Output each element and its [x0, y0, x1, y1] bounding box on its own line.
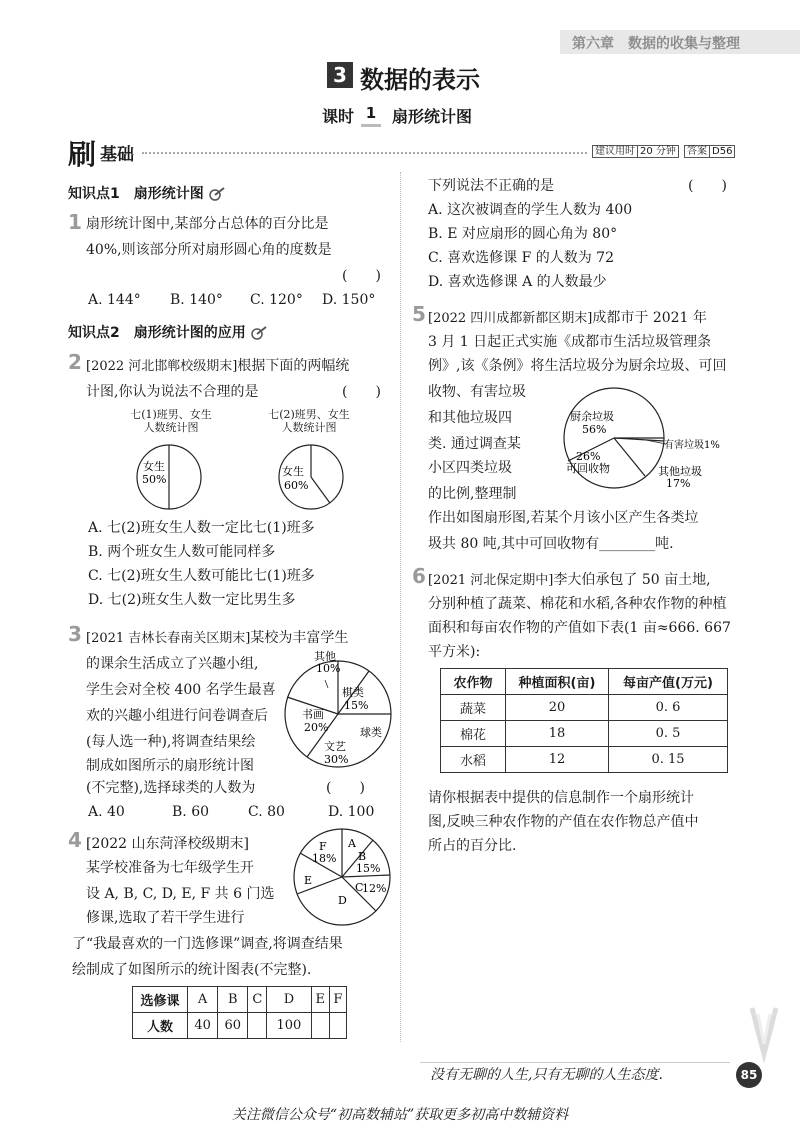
table-cell: 0. 6 — [609, 695, 728, 721]
q4-pie-f: F — [319, 840, 327, 853]
q5-line5: 和其他垃圾四 — [428, 410, 512, 426]
q3-pie-chess: 棋类 — [342, 686, 364, 699]
question-number-4: 4 — [68, 828, 82, 852]
section-label: 基础 — [100, 145, 134, 165]
question-number-2: 2 — [68, 350, 82, 374]
q5-line3: 例》,该《条例》将生活垃圾分为厨余垃圾、可回 — [428, 358, 727, 374]
table-header-cell: B — [218, 987, 248, 1013]
q2-line1-text: 根据下面的两幅统 — [237, 358, 350, 374]
q3-source: [2021 吉林长春南关区期末] — [86, 631, 251, 646]
q5-line1: [2022 四川成都新都区期末]成都市于 2021 年 — [428, 310, 707, 326]
q1-option-c: C. 120° — [250, 292, 303, 308]
q5-line8: 的比例,整理制 — [428, 486, 517, 502]
q2-source: [2022 河北邯郸校级期末] — [86, 359, 238, 374]
q6-source: [2021 河北保定期中] — [428, 573, 554, 588]
chapter-title: 第六章 数据的收集与整理 — [572, 36, 740, 52]
pencil-icon — [251, 326, 267, 340]
q3-line3: 学生会对全校 400 名学生最喜 — [86, 682, 276, 698]
question-number-5: 5 — [412, 302, 426, 326]
q5-line9: 作出如图扇形图,若某个月该小区产生各类垃 — [428, 510, 699, 526]
q5-line7: 小区四类垃圾 — [428, 460, 512, 476]
q2-pie1-label: 女生 — [143, 460, 165, 473]
q2-chart2-title: 七(2)班男、女生 人数统计图 — [268, 408, 350, 434]
q4-line4: 修课,选取了若干学生进行 — [86, 910, 245, 926]
q4-line3: 设 A, B, C, D, E, F 共 6 门选 — [86, 886, 275, 902]
q6-after-line3: 所占的百分比. — [428, 838, 517, 854]
table-header-cell: F — [329, 987, 346, 1013]
question-number-3: 3 — [68, 622, 82, 646]
q3-line7: (不完整),选择球类的人数为 — [86, 780, 256, 796]
q3-pie-lit-pct: 30% — [324, 753, 349, 766]
q2-pie1-pct: 50% — [142, 473, 167, 486]
q4-pie-f-pct: 18% — [312, 852, 337, 865]
q4-cont: 下列说法不正确的是 — [428, 178, 554, 194]
table-cell: 棉花 — [441, 721, 506, 747]
table-cell: 0. 5 — [609, 721, 728, 747]
answer-label: 答案 — [684, 145, 710, 158]
q3-pie-lit: 文艺 — [324, 740, 346, 753]
q1-option-d: D. 150° — [322, 292, 376, 308]
q5-pie-other: 其他垃圾 — [658, 465, 702, 478]
table-header-cell: A — [188, 987, 218, 1013]
q4-pie-e: E — [304, 874, 313, 887]
q4-option-c: C. 喜欢选修课 F 的人数为 72 — [428, 250, 614, 266]
table-cell: 60 — [218, 1013, 248, 1039]
table-header-cell: 农作物 — [441, 669, 506, 695]
table-cell — [248, 1013, 267, 1039]
q4-pie-c: C — [355, 881, 364, 894]
q4-pie-d: D — [338, 894, 347, 907]
q5-line6: 类. 通过调查某 — [428, 436, 521, 452]
pencil-icon — [209, 187, 225, 201]
q4-line5: 了“我最喜欢的一门选修课”调查,将调查结果 — [72, 936, 343, 952]
table-header-cell: 种植面积(亩) — [506, 669, 609, 695]
q3-pie-art-pct: 20% — [304, 721, 329, 734]
lesson-title: 扇形统计图 — [392, 107, 473, 126]
q3-option-c: C. 80 — [248, 804, 285, 820]
column-divider — [400, 172, 401, 1042]
q3-pie-ball: 球类 — [360, 726, 382, 739]
table-cell: 18 — [506, 721, 609, 747]
page-number: 85 — [736, 1062, 762, 1088]
q4-line6: 绘制成了如图所示的统计图表(不完整). — [72, 962, 312, 978]
q3-pie-other-pct: 10% — [316, 662, 341, 675]
q3-line1: [2021 吉林长春南关区期末]某校为丰富学生 — [86, 630, 349, 646]
table-cell — [311, 1013, 329, 1039]
footer-motto: 没有无聊的人生,只有无聊的人生态度. — [430, 1067, 663, 1083]
brush-mark-icon — [742, 1004, 786, 1064]
q3-line6: 制成如图所示的扇形统计图 — [86, 758, 254, 774]
time-value: 20 分钟 — [638, 145, 679, 158]
table-header-cell: C — [248, 987, 267, 1013]
table-cell: 40 — [188, 1013, 218, 1039]
q3-line5: (每人选一种),将调查结果绘 — [86, 734, 256, 750]
table-cell: 100 — [267, 1013, 311, 1039]
table-cell: 20 — [506, 695, 609, 721]
q5-pie-other-pct: 17% — [666, 477, 691, 490]
q2-pie2-pct: 60% — [284, 479, 309, 492]
q5-pie-chart — [554, 386, 744, 492]
table-cell — [329, 1013, 346, 1039]
q3-answer-paren: ( ) — [326, 780, 365, 796]
q2-line2: 计图,你认为说法不合理的是 — [86, 384, 259, 400]
q3-line4: 欢的兴趣小组进行问卷调查后 — [86, 708, 268, 724]
q3-pie-art: 书画 — [302, 708, 324, 721]
q4-option-a: A. 这次被调查的学生人数为 400 — [428, 202, 633, 218]
q5-pie-kitchen: 厨余垃圾 — [570, 410, 614, 423]
q4-option-b: B. E 对应扇形的圆心角为 80° — [428, 226, 618, 242]
question-number-6: 6 — [412, 564, 426, 588]
q2-option-d: D. 七(2)班女生人数一定比男生多 — [88, 592, 296, 608]
q6-line2: 分别种植了蔬菜、棉花和水稻,各种农作物的种植 — [428, 596, 727, 612]
page-title: 数据的表示 — [360, 66, 480, 94]
q2-option-a: A. 七(2)班女生人数一定比七(1)班多 — [88, 520, 315, 536]
section-number: 3 — [333, 63, 347, 87]
q5-pie-kitchen-pct: 56% — [582, 423, 607, 436]
section-mark: 刷 — [68, 138, 97, 171]
q5-line10: 圾共 80 吨,其中可回收物有________吨. — [428, 536, 674, 552]
q2-chart1-title: 七(1)班男、女生 人数统计图 — [130, 408, 212, 434]
q1-option-b: B. 140° — [170, 292, 223, 308]
answer-badge — [684, 142, 735, 157]
q5-pie-hazard: 有害垃圾1% — [664, 440, 720, 451]
q3-option-a: A. 40 — [88, 804, 125, 820]
q4-line2: 某学校准备为七年级学生开 — [86, 860, 254, 876]
knowledge-point-1: 知识点1 扇形统计图 — [68, 183, 225, 203]
q4-pie-b-pct: 15% — [356, 862, 381, 875]
q4-pie-chart — [292, 826, 394, 928]
q1-answer-paren: ( ) — [342, 268, 381, 284]
q6-after-line2: 图,反映三种农作物的产值在农作物总产值中 — [428, 814, 699, 830]
q4-pie-b: B — [358, 850, 367, 863]
section-number-badge — [327, 62, 353, 88]
q2-option-c: C. 七(2)班女生人数可能比七(1)班多 — [88, 568, 315, 584]
table-cell: 人数 — [133, 1013, 188, 1039]
footer-banner: 关注微信公众号“初高数辅站”获取更多初高中数辅资料 — [231, 1107, 569, 1123]
q1-option-a: A. 144° — [88, 292, 141, 308]
knowledge-point-2: 知识点2 扇形统计图的应用 — [68, 322, 267, 342]
table-header-cell: 每亩产值(万元) — [609, 669, 728, 695]
q4-option-d: D. 喜欢选修课 A 的人数最少 — [428, 274, 607, 290]
footer-divider — [420, 1062, 730, 1063]
q5-line4: 收物、有害垃圾 — [428, 384, 526, 400]
q6-line1: [2021 河北保定期中]李大伯承包了 50 亩土地, — [428, 572, 711, 588]
table-header-cell: 选修课 — [133, 987, 188, 1013]
q3-pie-chess-pct: 15% — [344, 699, 369, 712]
table-cell: 0. 15 — [609, 747, 728, 773]
table-cell: 蔬菜 — [441, 695, 506, 721]
q1-line1: 扇形统计图中,某部分占总体的百分比是 — [86, 216, 329, 232]
q6-after-line1: 请你根据表中提供的信息制作一个扇形统计 — [428, 790, 694, 806]
q2-line1 — [86, 356, 349, 377]
time-label: 建议用时 — [592, 145, 638, 158]
q3-pie-chart — [280, 648, 400, 772]
q5-source: [2022 四川成都新都区期末] — [428, 311, 593, 326]
q3-pie-other: 其他 — [314, 650, 336, 663]
answer-value: D56 — [710, 145, 735, 158]
q4-pie-a: A — [348, 837, 356, 850]
q1-line2: 40%,则该部分所对扇形圆心角的度数是 — [86, 242, 332, 258]
q5-pie-recycle-pct: 26% — [576, 450, 601, 463]
lesson-label: 课时 — [322, 107, 355, 126]
q6-data-table — [440, 668, 728, 773]
q2-option-b: B. 两个班女生人数可能同样多 — [88, 544, 276, 560]
q5-pie-recycle: 可回收物 — [566, 462, 610, 475]
q2-pie-chart-2 — [276, 442, 346, 512]
table-header-cell: E — [311, 987, 329, 1013]
q2-pie-chart-1 — [134, 442, 204, 512]
q4-data-table — [132, 986, 347, 1039]
q3-option-b: B. 60 — [172, 804, 210, 820]
q6-line3: 面积和每亩农作物的产值如下表(1 亩≈666. 667 — [428, 620, 731, 636]
table-cell: 12 — [506, 747, 609, 773]
q3-line2: 的课余生活成立了兴趣小组, — [86, 656, 259, 672]
q2-answer-paren: ( ) — [342, 384, 381, 400]
question-number-1: 1 — [68, 210, 82, 234]
q2-pie2-label: 女生 — [282, 465, 304, 478]
q3-option-d: D. 100 — [328, 804, 375, 820]
q4-pie-c-pct: 12% — [362, 882, 387, 895]
time-badge — [592, 142, 679, 157]
lesson-number: 1 — [361, 104, 381, 127]
q5-line2: 3 月 1 日起正式实施《成都市生活垃圾管理条 — [428, 334, 712, 350]
q6-line4: 平方米): — [428, 644, 481, 660]
q4-answer-paren: ( ) — [688, 178, 727, 194]
table-header-cell: D — [267, 987, 311, 1013]
q4-source: [2022 山东菏泽校级期末] — [86, 836, 250, 852]
table-cell: 水稻 — [441, 747, 506, 773]
section-divider — [142, 152, 587, 154]
